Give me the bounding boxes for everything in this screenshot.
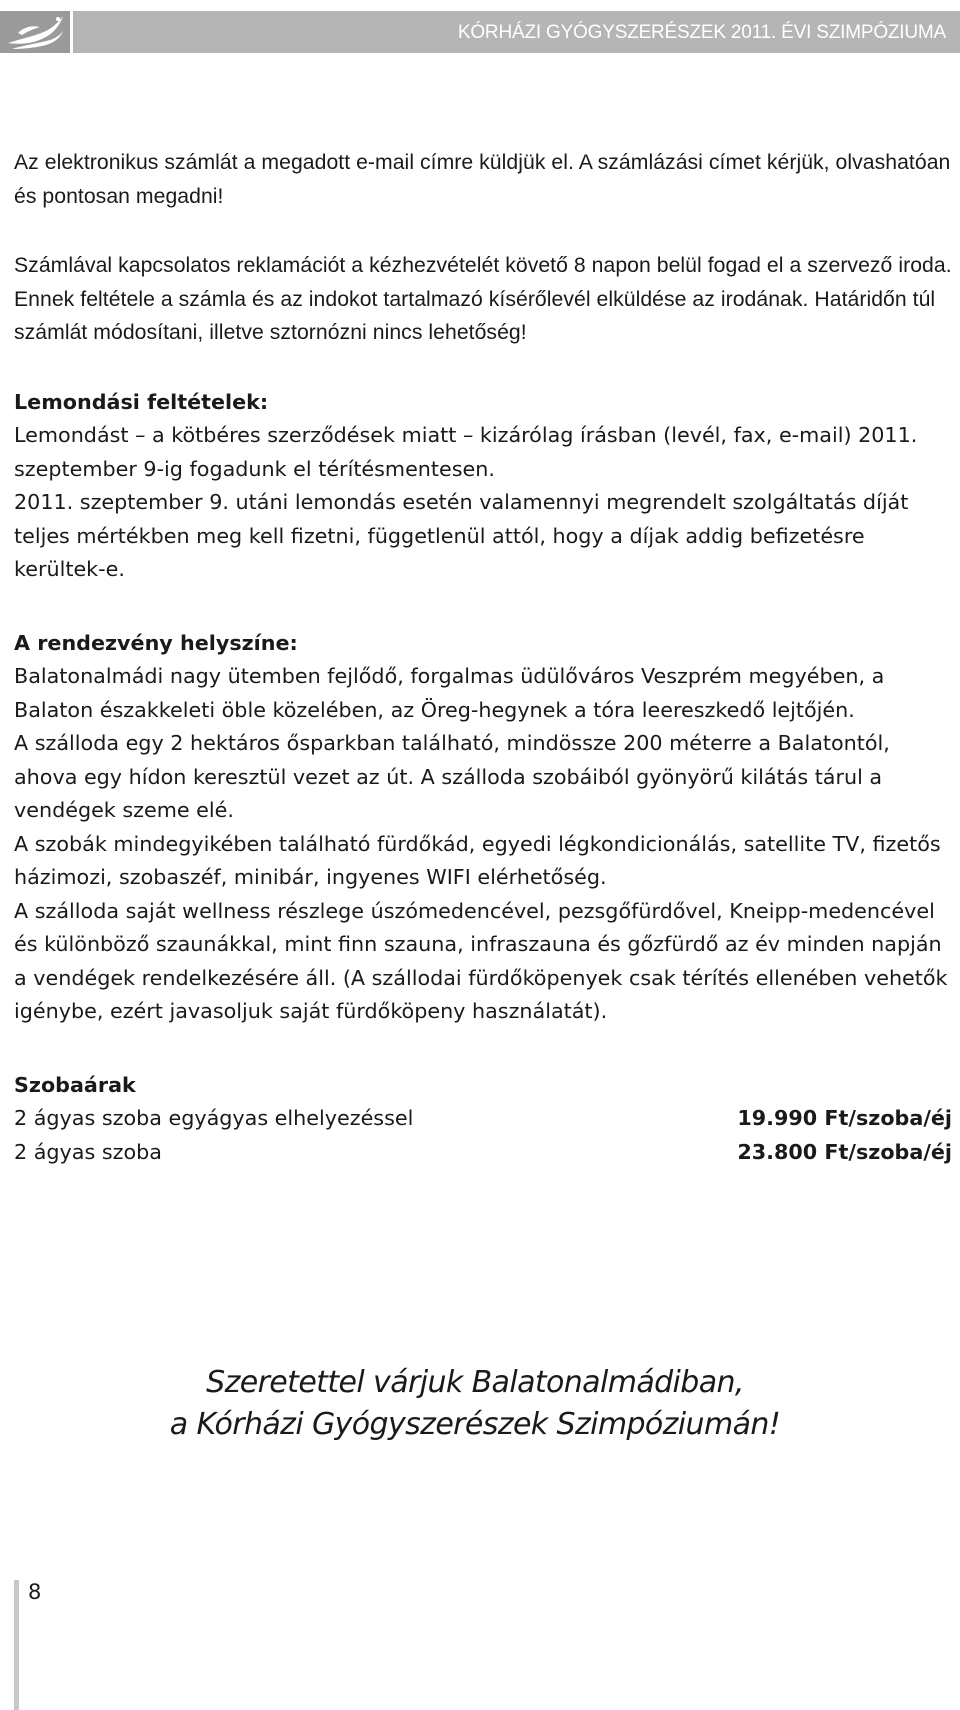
room-type-label: 2 ágyas szoba egyágyas elhelyezéssel [14,1106,414,1130]
room-price: 19.990 Ft/szoba/éj [737,1106,952,1130]
dove-logo-icon [6,13,66,53]
cancellation-heading: Lemondási feltételek: [14,389,269,414]
invoice-paragraph-1: Az elektronikus számlát a megadott e-mail címre küldjük el. A számlázási címet kérjük, olvashatóan és pontosan megadni! [14,151,951,208]
header-band [73,11,960,53]
room-prices-heading: Szobaárak [14,1072,136,1097]
closing-message [0,1362,960,1446]
room-price: 23.800 Ft/szoba/éj [737,1139,952,1164]
room-prices [14,1069,952,1170]
closing-line-2: a Kórházi Gyógyszerészek Szimpóziumán! [169,1407,781,1442]
price-row [14,1136,952,1170]
price-row [14,1102,952,1136]
page-number: 8 [28,1580,42,1604]
cancellation-paragraph-2: 2011. szeptember 9. utáni lemondás esetén valamennyi megrendelt szolgáltatás díját teljes mértékben meg kell fizetni, függetlenül attól, hogy a díjak addig befizetésre kerültek-e. [14,490,909,581]
venue-paragraph-3: A szobák mindegyikében található fürdőkád, egyedi légkondicionálás, satellite TV, fizetős házimozi, szobaszéf, minibár, ingyenes WIFI elérhetőség. [14,831,941,889]
venue-paragraph-1: Balatonalmádi nagy ütemben fejlődő, forgalmas üdülőváros Veszprém megyében, a Balaton északkeleti öble közelében, az Öreg-hegynek a tóra leereszkedő lejtőjén. [14,664,885,722]
venue-paragraph-2: A szálloda egy 2 hektáros ősparkban található, mindössze 200 méterre a Balatontól, ahova egy hídon keresztül vezet az út. A szálloda szobáiból gyönyörű kilátás tárul a vendégek szeme elé. [14,731,890,822]
header-title: KÓRHÁZI GYÓGYSZERÉSZEK 2011. ÉVI SZIMPÓZIUMA [457,22,946,43]
room-type-label: 2 ágyas szoba [14,1139,162,1164]
main-content [14,146,952,1169]
footer-bar [14,1580,19,1710]
page-header [0,11,960,53]
invoice-paragraph-2: Számlával kapcsolatos reklamációt a kézhezvételét követő 8 napon belül fogad el a szervező iroda. Ennek feltétele a számla és az indokot tartalmazó kísérőlevél elküldése az irodának. Határidőn túl számlát módosítani, illetve sztornózni nincs lehetőség! [14,254,952,344]
logo [0,11,70,53]
cancellation-paragraph-1: Lemondást – a kötbéres szerződések miatt – kizárólag írásban (levél, fax, e-mail) 2011. szeptember 9-ig fogadunk el térítésmentesen. [14,423,918,481]
closing-line-1: Szeretettel várjuk Balatonalmádiban, [206,1365,744,1400]
venue-heading: A rendezvény helyszíne: [14,630,298,655]
venue-paragraph-4: A szálloda saját wellness részlege úszómedencével, pezsgőfürdővel, Kneipp-medencével és különböző szaunákkal, mint finn szauna, infraszauna és gőzfürdő az év minden napján a vendégek rendelkezésére áll. (A szállodai fürdőköpenyek csak térítés ellenében vehetők igénybe, ezért javasoljuk saját fürdőköpeny használatát). [14,898,948,1023]
